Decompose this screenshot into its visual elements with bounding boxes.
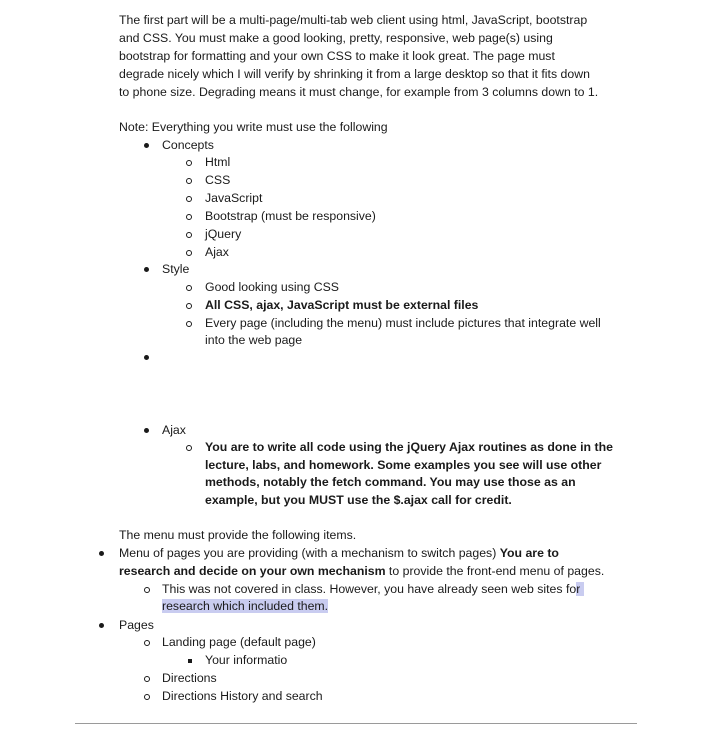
menu-item-line-1	[119, 545, 559, 563]
bullet-icon	[144, 355, 149, 360]
menu-item-line-2	[119, 563, 604, 581]
circle-bullet-icon	[186, 285, 192, 291]
ajax-line-2: lecture, labs, and homework. Some examples you see will use other	[205, 458, 602, 472]
circle-bullet-icon	[186, 214, 192, 220]
circle-bullet-icon	[144, 640, 150, 646]
intro-line-2: and CSS. You must make a good looking, pretty, responsive, web page(s) using	[119, 31, 553, 45]
menu-item-text: to provide the front-end menu of pages.	[385, 564, 605, 578]
bullet-icon	[99, 623, 104, 628]
concept-item: JavaScript	[205, 191, 263, 205]
highlighted-text: research which included them.	[162, 599, 329, 613]
menu-sub-line-1	[162, 581, 584, 599]
circle-bullet-icon	[144, 694, 150, 700]
ajax-label: Ajax	[162, 423, 186, 437]
circle-bullet-icon	[144, 676, 150, 682]
concept-item: Html	[205, 155, 231, 169]
menu-sub-text: This was not covered in class. However, you have already seen web sites fo	[162, 582, 577, 596]
menu-intro: The menu must provide the following items.	[119, 528, 357, 542]
bullet-icon	[144, 267, 149, 272]
intro-line-4: degrade nicely which I will verify by shrinking it from a large desktop so that it fits down	[119, 67, 590, 81]
style-item: Good looking using CSS	[205, 280, 339, 294]
pages-history: Directions History and search	[162, 689, 323, 703]
style-item-line-2: into the web page	[205, 333, 303, 347]
concept-item: jQuery	[205, 227, 242, 241]
ajax-line-3: methods, notably the fetch command. You may use those as an	[205, 475, 576, 489]
menu-sub-line-2	[162, 598, 328, 616]
note-line: Note: Everything you write must use the following	[119, 120, 388, 134]
pages-your-info: Your informatio	[205, 653, 288, 667]
menu-item-bold: You are to	[499, 546, 559, 560]
menu-item-bold: research and decide on your own mechanism	[119, 564, 386, 578]
ajax-line-4: example, but you MUST use the $.ajax call for credit.	[205, 493, 512, 507]
menu-item-text: Menu of pages you are providing (with a mechanism to switch pages)	[119, 546, 500, 560]
bullet-icon	[99, 551, 104, 556]
page-divider	[75, 723, 637, 724]
concept-item: CSS	[205, 173, 231, 187]
circle-bullet-icon	[186, 250, 192, 256]
intro-line-5: to phone size. Degrading means it must change, for example from 3 columns down to 1.	[119, 85, 599, 99]
circle-bullet-icon	[186, 160, 192, 166]
highlighted-text: r	[576, 582, 581, 596]
bullet-icon	[144, 428, 149, 433]
pages-directions: Directions	[162, 671, 217, 685]
circle-bullet-icon	[186, 303, 192, 309]
intro-line-3: bootstrap for formatting and your own CSS to make it look great. The page must	[119, 49, 555, 63]
circle-bullet-icon	[186, 178, 192, 184]
style-item-line-1: Every page (including the menu) must include pictures that integrate well	[205, 316, 601, 330]
ajax-line-1: You are to write all code using the jQuery Ajax routines as done in the	[205, 440, 613, 454]
style-label: Style	[162, 262, 190, 276]
bullet-icon	[144, 143, 149, 148]
concept-item: Bootstrap (must be responsive)	[205, 209, 376, 223]
pages-label: Pages	[119, 618, 154, 632]
concept-item: Ajax	[205, 245, 229, 259]
circle-bullet-icon	[186, 445, 192, 451]
circle-bullet-icon	[186, 196, 192, 202]
pages-landing: Landing page (default page)	[162, 635, 316, 649]
concepts-label: Concepts	[162, 138, 214, 152]
intro-line-1: The first part will be a multi-page/multi-tab web client using html, JavaScript, bootstrap	[119, 13, 588, 27]
circle-bullet-icon	[186, 232, 192, 238]
circle-bullet-icon	[186, 321, 192, 327]
circle-bullet-icon	[144, 587, 150, 593]
square-bullet-icon	[188, 659, 192, 663]
style-item-bold: All CSS, ajax, JavaScript must be external files	[205, 298, 479, 312]
